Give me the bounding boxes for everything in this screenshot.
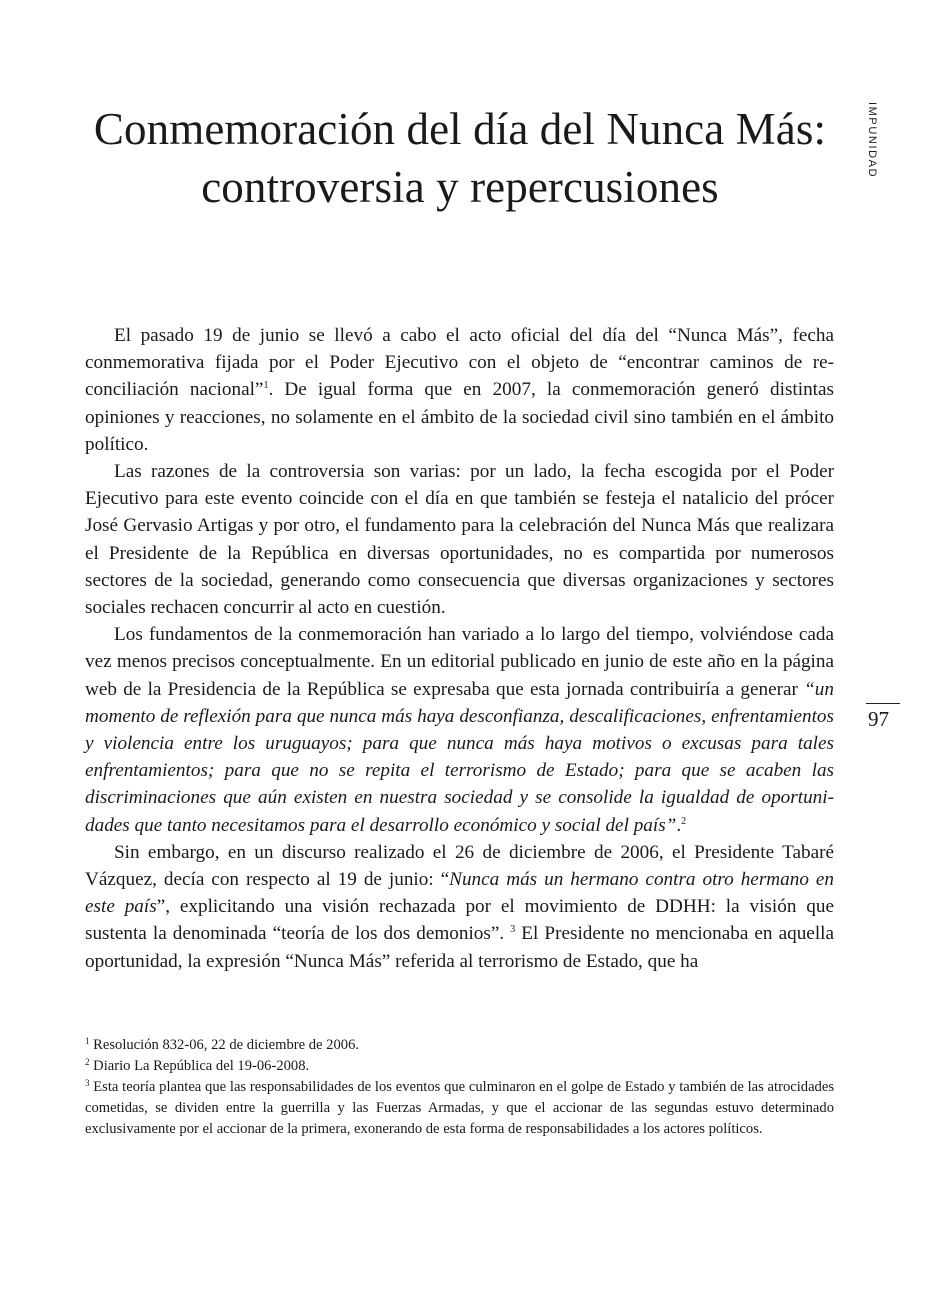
footnote-number: 3 — [85, 1078, 90, 1088]
paragraph-text: Las razones de la controversia son varias: por un lado, la fecha escogida por el Poder Ejecutivo para este evento coincide con el día en que también se festeja el natalicio del prócer José Gervasio Artigas y por otro, el fundamento para la celebración del Nunca Más que realizara el Presidente de la República en diversas oportunidades, no es compartida por numerosos sectores de la sociedad, generando como consecuencia que diversas organizaciones y sectores sociales rechacen concurrir al acto en cuestión. — [85, 461, 834, 619]
page-title — [60, 100, 860, 216]
footnote-2 — [85, 1056, 834, 1077]
footnote-3 — [85, 1077, 834, 1140]
paragraph-text: . De igual forma que en 2007, la conmemoración generó distintas opiniones y reacciones, no solamente en el ámbito de la sociedad civil sino también en el ámbito político. — [85, 379, 834, 455]
paragraph-text: El pasado 19 de junio se llevó a cabo el acto oficial del día del “Nunca Más”, fecha conmemorativa fijada por el Poder Ejecutivo con el objeto de “encontrar caminos de reconciliación nacional” — [85, 325, 834, 401]
footnote-number: 1 — [85, 1036, 90, 1046]
paragraph-3 — [85, 621, 834, 839]
title-line-2: controversia y repercusiones — [201, 162, 719, 212]
footnote-text: Esta teoría plantea que las responsabilidades de los eventos que culminaron en el golpe de Estado y también de las atrocidades cometidas, se dividen entre la guerrilla y las Fuerzas Armadas, y que el accionar de las segundas estuvo determinado exclusivamente por el accionar de la primera, exonerando de esta forma de responsabilidades a los actores políticos. — [85, 1079, 834, 1137]
paragraph-text: El Presidente no mencionaba en aquella oportunidad, la expresión “Nunca Más” referida al terrorismo de Estado, que ha — [85, 923, 834, 972]
paragraph-2 — [85, 458, 834, 621]
quoted-text: Nunca más un hermano contra otro hermano en este país — [85, 869, 835, 918]
paragraph-text: . — [676, 814, 682, 836]
page-number: 97 — [868, 707, 889, 731]
footnote-ref-1: 1 — [263, 380, 269, 392]
paragraph-1 — [85, 322, 834, 458]
footnote-number: 2 — [85, 1057, 90, 1067]
quoted-text: “un momento de reflexión para que nunca más haya desconfianza, descalificaciones, enfrentamientos y violencia entre los uruguayos; para que nunca más haya motivos o excusas para tales enfrentamientos; para que no se repita el terrorismo de Estado; para que se acaben las discriminaciones que aún existen en nuestra sociedad y se consolide la igualdad de oportunidades que tanto necesitamos para el desarrollo económico y social del país” — [85, 678, 834, 836]
paragraph-text: Sin embargo, en un discurso realizado el 26 de diciembre de 2006, el Presidente Tabaré Vázquez, decía con respecto al 19 de junio: “ — [85, 841, 834, 891]
footnote-text: Diario La República del 19-06-2008. — [89, 1058, 310, 1074]
footnote-ref-3: 3 — [510, 924, 516, 936]
body-text — [85, 322, 834, 975]
paragraph-text: ”, explicitando una visión rechazada por el movimiento de DDHH: la visión que sustenta la denominada “teoría de los dos demonios”. — [85, 896, 834, 945]
footnotes — [85, 1035, 834, 1140]
paragraph-4 — [85, 839, 834, 975]
footnote-text: Resolución 832-06, 22 de diciembre de 2006. — [89, 1037, 360, 1053]
section-label: IMPUNIDAD — [866, 102, 878, 179]
page-number-rule — [866, 703, 900, 704]
footnote-1 — [85, 1035, 834, 1056]
paragraph-text: Los fundamentos de la conmemoración han variado a lo largo del tiempo, volviéndose cada vez menos precisos conceptualmente. En un editorial publicado en junio de este año en la página web de la Presidencia de la República se expresaba que esta jornada contribuiría a generar — [85, 624, 834, 700]
title-line-1: Conmemoración del día del Nunca Más: — [93, 104, 827, 154]
footnote-ref-2: 2 — [681, 815, 687, 827]
